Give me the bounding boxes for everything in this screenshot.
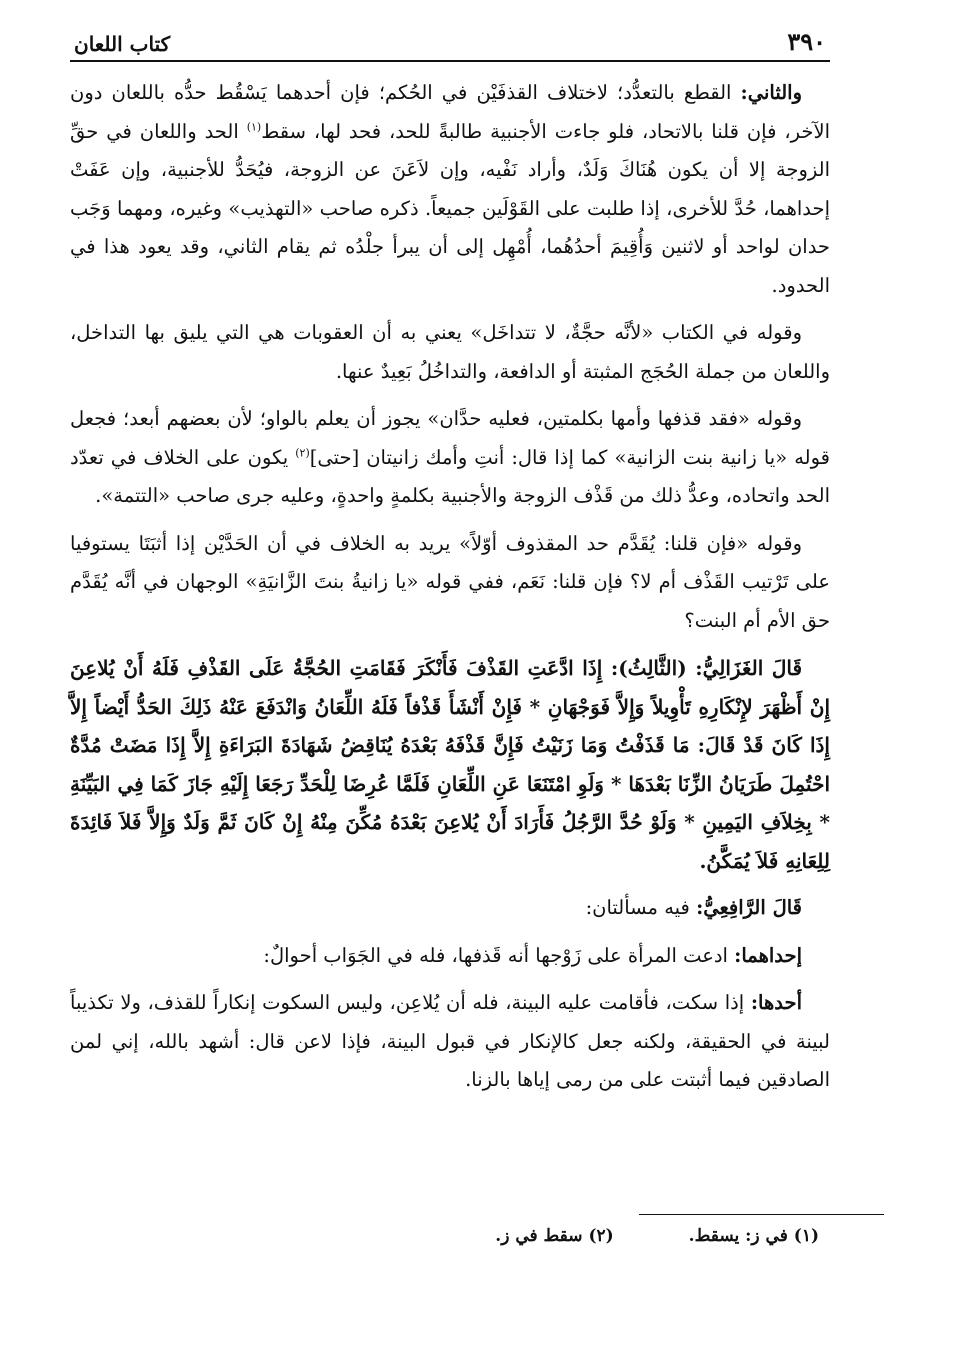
paragraph-second <box>70 74 830 305</box>
paragraph-text: ادعت المرأة على زَوْجها أنه قَذفها، فله في الجَوَاب أحوالٌ: <box>263 943 735 967</box>
page-number: ٣٩٠ <box>787 27 826 56</box>
paragraph-rafii <box>70 889 830 928</box>
paragraph-lead: إحداهما: <box>734 943 802 967</box>
paragraph-hujja <box>70 314 830 391</box>
paragraph-lead: والثاني: <box>740 81 802 104</box>
footnote-2: (٢) سقط في ز. <box>495 1226 614 1246</box>
paragraph-text: فيه مسألتان: <box>585 896 697 919</box>
footnote-1: (١) في ز: يسقط. <box>688 1226 819 1246</box>
paragraph-lead: أحدها: <box>750 991 802 1014</box>
book-page <box>70 20 830 1109</box>
paragraph-text: وقوله في الكتاب «لأنَّه حجَّةٌ، لا تتداخَل» يعني به أن العقوبات هي التي يليق بها التداخل، واللعان من جملة الحُجَج المثبتة أو الدافعة، والتداخُلُ بَعِيدٌ عنها. <box>70 321 830 383</box>
footnote-ref-1: (١) <box>246 120 262 133</box>
page-header <box>70 20 830 62</box>
paragraph-text-continued: يكون على الخلاف في تعدّد الحد واتحاده، وعدُّ ذلك من قَذْف الزوجة والأجنبية بكلمةٍ واحدةٍ، وعليه جرى صاحب «التتمة». <box>70 445 830 507</box>
page-body <box>70 74 830 1100</box>
paragraph-lead: قَالَ الرَّافِعِيُّ: <box>696 896 802 919</box>
paragraph-text-continued: الحد واللعان في حقِّ الزوجة إلا أن يكون هُنَاكَ وَلَدٌ، وأراد نَفْيه، وإن لاَعَنَ عن الزوجة، فيُحَدُّ للأجنبية، وإن عَفَتْ إحداهما، حُدَّ للأخرى، إذا طلبت على القَوْلَين جميعاً. ذكره صاحب «التهذيب» وغيره، ومهما وَجَب حدان لواحد أو لاثنين وَأُقِيمَ أحدُهُما، أُمْهِل إلى أن يبرأ جلْدُه ثم يقام الثاني، وقد يعود هذا في الحدود. <box>70 119 830 297</box>
paragraph-text: (الثَّالِثُ): إِذَا ادَّعَتِ القَذْفَ فَأَنْكَرَ فَقَامَتِ الحُجَّةُ عَلَى القَذْفِ فَلَهُ أَنْ يُلاعِنَ إِنْ أَظْهَرَ لإِنْكَارِهِ تَأْوِيلاً وَإِلاَّ فَوَجْهَانِ * فَإِنْ أَنْشَأَ قَذْفاً فَلَهُ اللِّعَانُ وَانْدَفَعَ عَنْهُ ذَلِكَ الحَدُّ أَيْضاً إِلاَّ إِذَا كَانَ قَدْ قَالَ: مَا قَذَفْتُ وَمَا زَنَيْتُ فَإِنَّ قَذْفَهُ بَعْدَهُ يُنَاقِضُ شَهَادَةَ البَرَاءَةِ إِلاَّ إِذَا مَضَتْ مُدَّةٌ احْتُمِلَ طَرَيَانُ الزِّنَا بَعْدَهَا * وَلَوِ امْتَنَعَا عَنِ اللِّعَانِ فَلَمَّا عُرِضَا لِلْحَدِّ رَجَعَا إِلَيْهِ جَازَ كَمَا فِي البَيِّنَةِ * بِخِلاَفِ اليَمِينِ * وَلَوْ حُدَّ الرَّجُلُ فَأَرَادَ أَنْ يُلاعِنَ بَعْدَهُ مُكِّنَ مِنْهُ إِنْ كَانَ ثَمَّ وَلَدٌ وَإِلاَّ فَلاَ فَائِدَةَ لِلِعَانِهِ فَلاَ يُمَكَّنُ. <box>70 656 830 873</box>
footnote-ref-2: (٢) <box>295 446 310 459</box>
paragraph-ghazali-quote <box>70 649 830 880</box>
book-title: كتاب اللعان <box>74 32 171 56</box>
paragraph-text: إذا سكت، فأقامت عليه البينة، فله أن يُلاعِن، وليس السكوت إنكاراً للقذف، ولا تكذيباً لبينة في الحقيقة، ولكنه جعل كالإنكار في قبول البينة، فإذا لاعن قال: أشهد بالله، إني لمن الصادقين فيما أثبتت على من رمى إياها بالزنا. <box>70 991 830 1091</box>
paragraph-first-case <box>70 984 830 1100</box>
paragraph-precedence <box>70 525 830 641</box>
paragraph-text: وقوله «فقد قذفها وأمها بكلمتين، فعليه حدَّان» يجوز أن يعلم بالواو؛ لأن بعضهم أبعد؛ فجعل قوله «يا زانية بنت الزانية» كما إذا قال: أنتِ وأمك زانيتان [حتى] <box>70 407 830 469</box>
paragraph-two-words <box>70 400 830 516</box>
paragraph-first-issue <box>70 937 830 976</box>
footnote-divider <box>639 1214 884 1215</box>
footnotes <box>495 1226 819 1246</box>
paragraph-text: وقوله «فإن قلنا: يُقَدَّم حد المقذوف أوّلاً» يريد به الخلاف في أن الحَدَّيْن إذا أثبَتَا يستوفيا على تَرْتيب القَذْف أم لا؟ فإن قلنا: نَعَم، ففي قوله «يا زانيةُ بنتَ الزَّانيَةِ» الوجهان في أنَّه يُقَدَّم حق الأم أم البنت؟ <box>70 531 830 632</box>
paragraph-text: القطع بالتعدُّد؛ لاختلاف القذفَيْن في الحُكم؛ فإن أحدهما يَسْقُط حدُّه باللعان دون الآخر، فإن قلنا بالاتحاد، فلو جاءت الأجنبية طالبةً للحد، فحد لها، سقط <box>70 81 830 143</box>
paragraph-lead: قَالَ الغَزَالِيُّ: <box>695 656 802 680</box>
